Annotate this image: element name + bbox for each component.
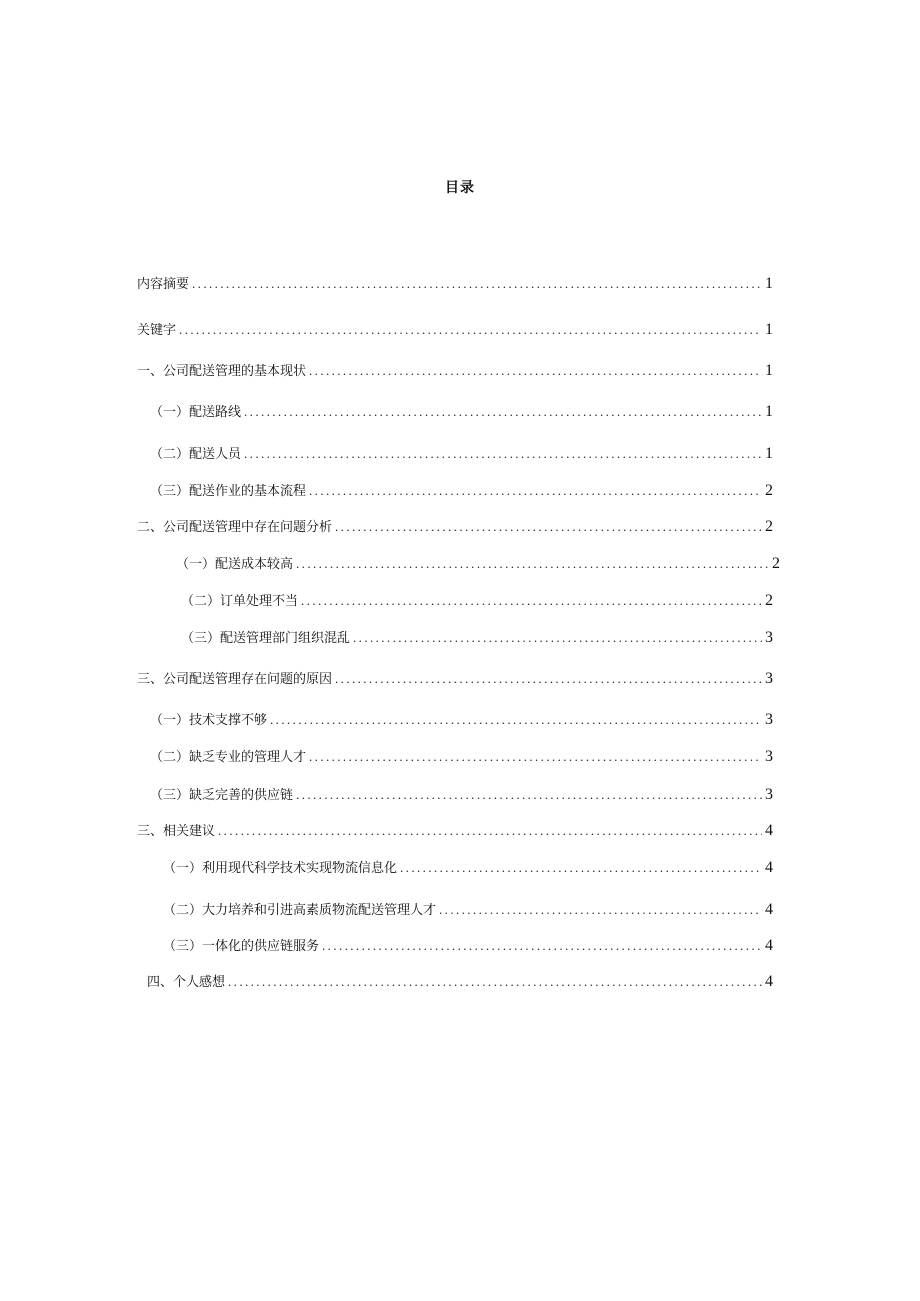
toc-entry[interactable] (150, 786, 773, 805)
toc-entry[interactable] (150, 748, 773, 767)
toc-entry-label: 三、公司配送管理存在问题的原因 (137, 672, 333, 687)
toc-entry[interactable] (137, 321, 773, 340)
dot-leader (335, 670, 762, 688)
dot-leader (301, 592, 762, 610)
dot-leader (400, 859, 762, 877)
toc-page-number: 3 (765, 786, 773, 803)
toc-entry[interactable] (147, 973, 773, 992)
toc-entry[interactable] (137, 362, 773, 381)
toc-page-number: 4 (765, 973, 773, 990)
toc-page-number: 4 (765, 859, 773, 876)
toc-entry[interactable] (163, 937, 773, 956)
dot-leader (244, 403, 762, 421)
toc-page-number: 1 (765, 275, 773, 292)
toc-entry-label: 内容摘要 (137, 277, 190, 292)
dot-leader (353, 629, 762, 647)
toc-page-number: 1 (765, 403, 773, 420)
toc-entry[interactable] (137, 670, 773, 689)
toc-entry-label: 一、公司配送管理的基本现状 (137, 364, 307, 379)
dot-leader (309, 362, 762, 380)
toc-entry-label: （二）配送人员 (150, 447, 242, 462)
toc-entry-label: （二）缺乏专业的管理人才 (150, 750, 307, 765)
toc-entry-label: （三）缺乏完善的供应链 (150, 788, 294, 803)
dot-leader (228, 973, 762, 991)
toc-entry[interactable] (181, 629, 773, 648)
toc-page-number: 2 (765, 518, 773, 535)
toc-entry[interactable] (176, 555, 780, 574)
toc-page-number: 3 (765, 711, 773, 728)
toc-entry[interactable] (137, 822, 773, 841)
toc-page-number: 4 (765, 937, 773, 954)
toc-page-number: 1 (765, 445, 773, 462)
toc-page-number: 2 (765, 592, 773, 609)
toc-entry-label: 四、个人感想 (147, 975, 226, 990)
toc-entry[interactable] (137, 275, 773, 294)
toc-page-number: 4 (765, 901, 773, 918)
dot-leader (439, 901, 762, 919)
toc-entry-label: （一）配送路线 (150, 405, 242, 420)
toc-page-number: 3 (765, 670, 773, 687)
dot-leader (179, 321, 762, 339)
toc-page-number: 1 (765, 362, 773, 379)
dot-leader (244, 445, 762, 463)
toc-entry-label: 三、相关建议 (137, 824, 216, 839)
toc-entry[interactable] (163, 859, 773, 878)
toc-page-number: 4 (765, 822, 773, 839)
dot-leader (322, 937, 762, 955)
dot-leader (309, 748, 762, 766)
toc-entry-label: 二、公司配送管理中存在问题分析 (137, 520, 333, 535)
toc-page-number: 3 (765, 629, 773, 646)
toc-entry-label: （二）大力培养和引进高素质物流配送管理人才 (163, 903, 437, 918)
dot-leader (309, 482, 762, 500)
toc-entry[interactable] (181, 592, 773, 611)
toc-entry-label: （二）订单处理不当 (181, 594, 299, 609)
toc-entry-label: （三）一体化的供应链服务 (163, 939, 320, 954)
toc-entry-label: 关键字 (137, 323, 177, 338)
toc-entry[interactable] (150, 445, 773, 464)
toc-entry-label: （三）配送管理部门组织混乱 (181, 631, 351, 646)
toc-entry[interactable] (150, 482, 773, 501)
dot-leader (218, 822, 762, 840)
toc-entry[interactable] (137, 518, 773, 537)
toc-entry-label: （三）配送作业的基本流程 (150, 484, 307, 499)
toc-page-number: 2 (765, 482, 773, 499)
toc-entry[interactable] (163, 901, 773, 920)
toc-page-number: 1 (765, 321, 773, 338)
dot-leader (296, 786, 762, 804)
toc-entry[interactable] (150, 403, 773, 422)
toc-entry[interactable] (150, 711, 773, 730)
toc-title: 目录 (445, 180, 475, 196)
toc-entry-label: （一）技术支撑不够 (150, 713, 268, 728)
dot-leader (192, 275, 762, 293)
toc-entry-label: （一）配送成本较高 (176, 557, 294, 572)
toc-page-number: 3 (765, 748, 773, 765)
toc-entry-label: （一）利用现代科学技术实现物流信息化 (163, 861, 398, 876)
dot-leader (335, 518, 762, 536)
toc-page-number: 2 (772, 555, 780, 572)
dot-leader (270, 711, 762, 729)
dot-leader (296, 555, 769, 573)
